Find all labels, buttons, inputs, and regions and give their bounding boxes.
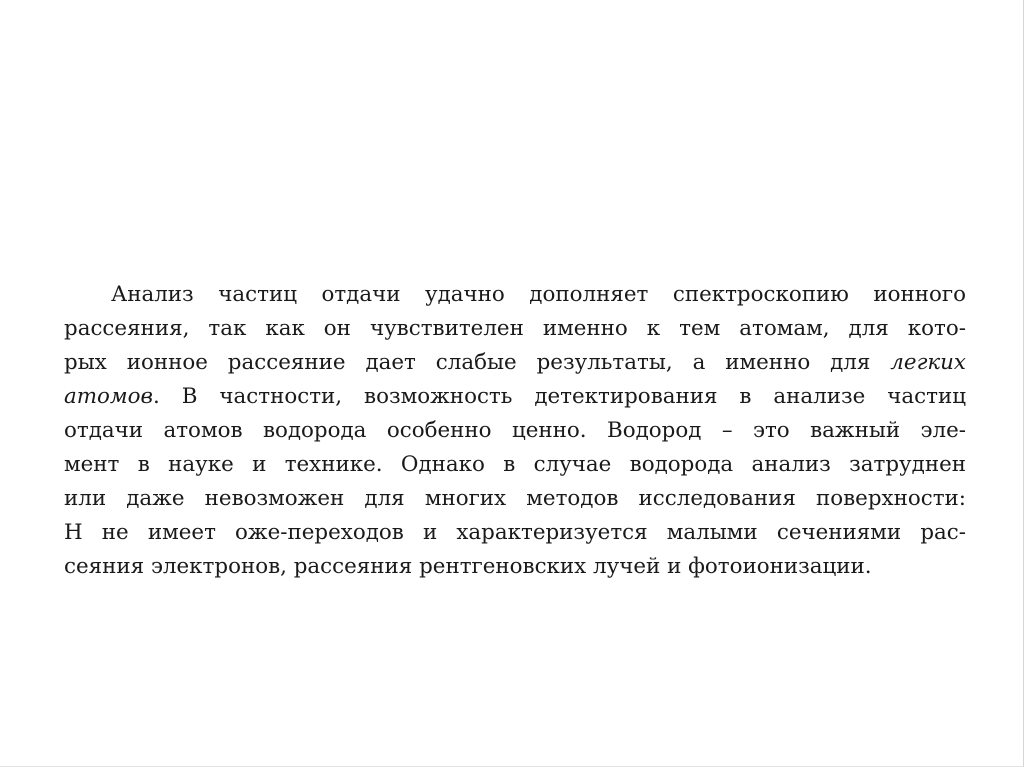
paragraph-line-7: или даже невозможен для многих методов исследования поверхности: bbox=[64, 486, 966, 511]
paragraph-line-5: отдачи атомов водорода особенно ценно. Водород – это важный эле- bbox=[64, 418, 966, 443]
paragraph-line-2: рассеяния, так как он чувствителен именно к тем атомам, для кото- bbox=[64, 316, 966, 341]
italic-term-legkih: легких bbox=[890, 350, 966, 375]
italic-term-atomov: атомов bbox=[64, 384, 153, 409]
paragraph-line-8: H не имеет оже-переходов и характеризуется малыми сечениями рас- bbox=[64, 520, 966, 545]
paragraph-line-4: атомов. В частности, возможность детектирования в анализе частиц bbox=[64, 384, 966, 409]
paragraph-line-9: сеяния электронов, рассеяния рентгеновских лучей и фотоионизации. bbox=[64, 554, 872, 579]
body-paragraph bbox=[64, 278, 966, 584]
paragraph-line-6: мент в науке и технике. Однако в случае водорода анализ затруднен bbox=[64, 452, 966, 477]
paragraph-line-1: Анализ частиц отдачи удачно дополняет спектроскопию ионного bbox=[111, 282, 966, 307]
paragraph-line-3: рых ионное рассеяние дает слабые результаты, а именно для легких bbox=[64, 350, 966, 375]
